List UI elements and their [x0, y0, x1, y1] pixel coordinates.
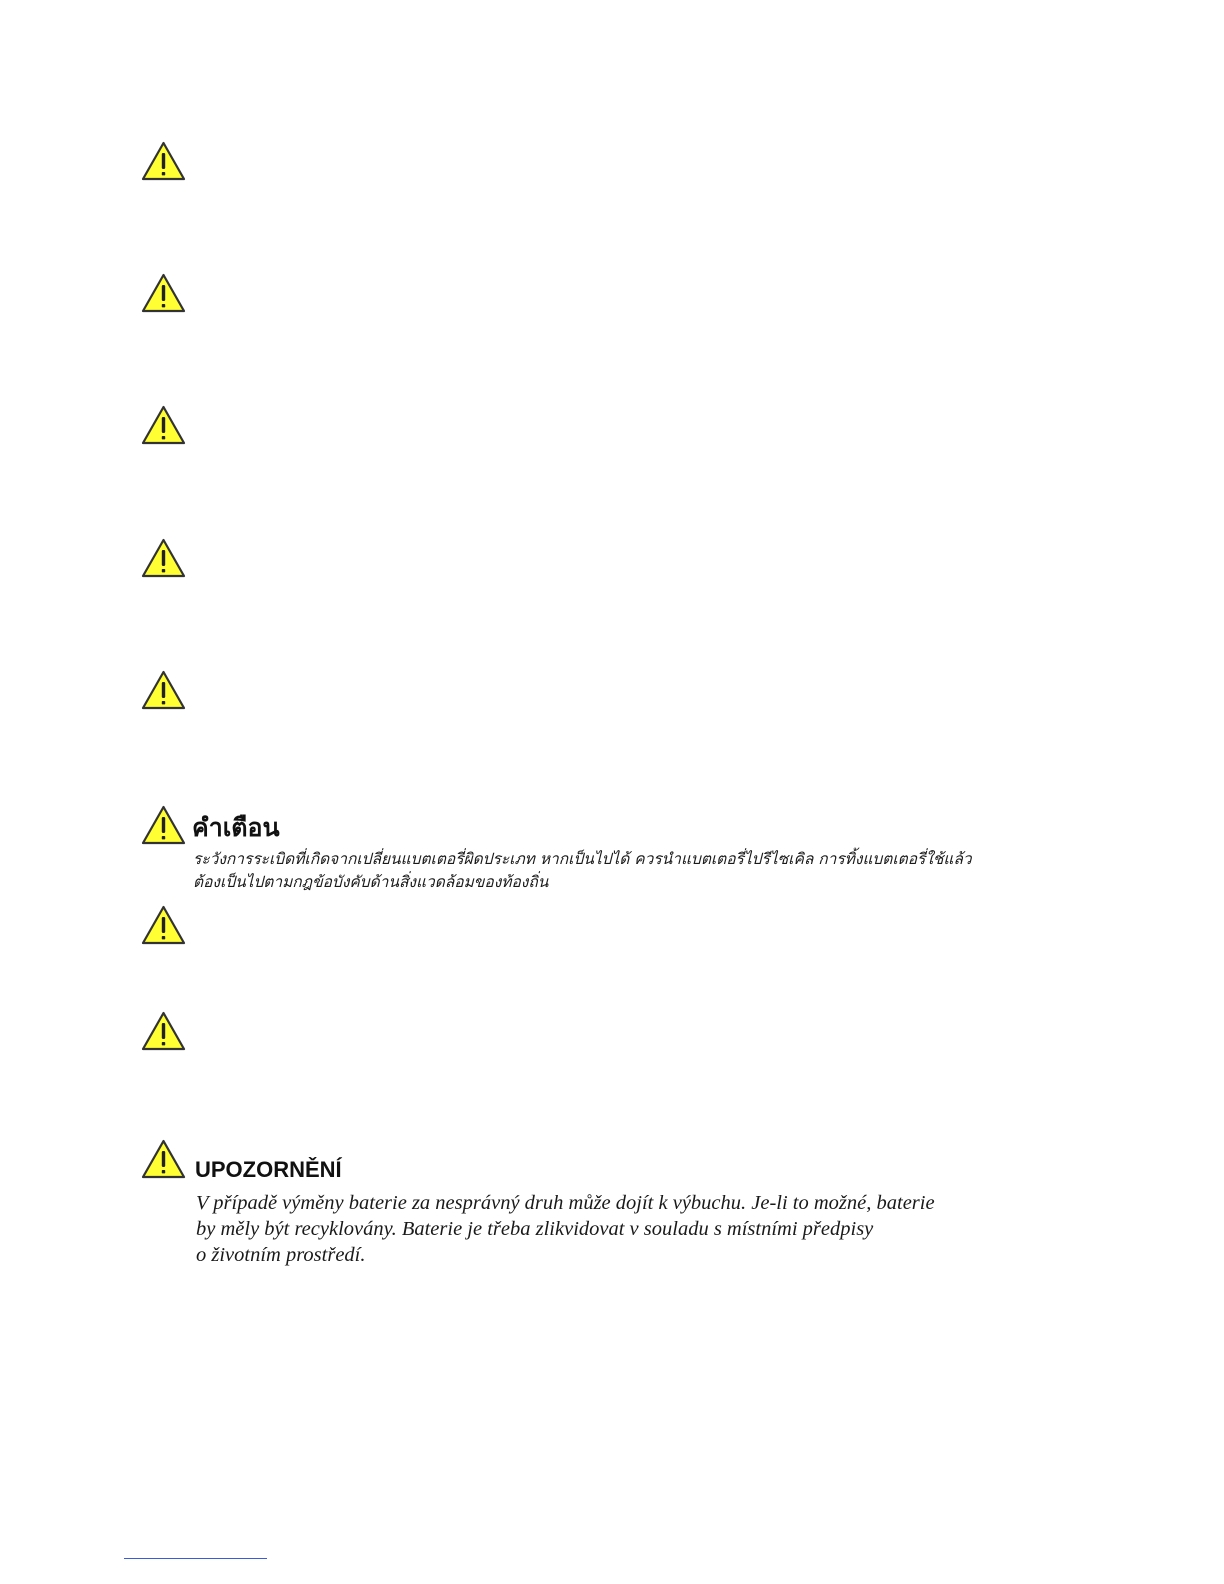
thai-warning-heading: คำเตือน — [192, 813, 280, 842]
warning-triangle-icon — [141, 538, 186, 578]
czech-warning-line: by měly být recyklovány. Baterie je třeba zlikvidovat v souladu s místními předpisy — [196, 1218, 874, 1240]
warning-triangle-icon — [141, 405, 186, 445]
warning-triangle-icon — [141, 141, 186, 181]
czech-warning-text — [196, 1190, 986, 1268]
footnote-rule — [124, 1558, 267, 1559]
warning-triangle-icon — [141, 670, 186, 710]
warning-triangle-icon — [141, 1011, 186, 1051]
thai-warning-text: ระวังการระเบิดที่เกิดจากเปลี่ยนแบตเตอรี่ผิดประเภท หากเป็นไปได้ ควรนำแบตเตอรี่ไปรีไซเคิล การทิ้งแบตเตอรี่ใช้แล้วต้องเป็นไปตามกฎข้อบังคับด้านสิ่งแวดล้อมของท้องถิ่น — [193, 850, 972, 891]
czech-warning-line: o životním prostředí. — [196, 1244, 366, 1266]
czech-warning-line: V případě výměny baterie za nesprávný druh může dojít k výbuchu. Je-li to možné, baterie — [196, 1192, 935, 1214]
warning-triangle-icon — [141, 905, 186, 945]
warning-triangle-icon — [141, 273, 186, 313]
czech-warning-heading: UPOZORNĚNÍ — [195, 1157, 342, 1182]
warning-triangle-icon — [141, 805, 186, 845]
warning-triangle-icon — [141, 1139, 186, 1179]
